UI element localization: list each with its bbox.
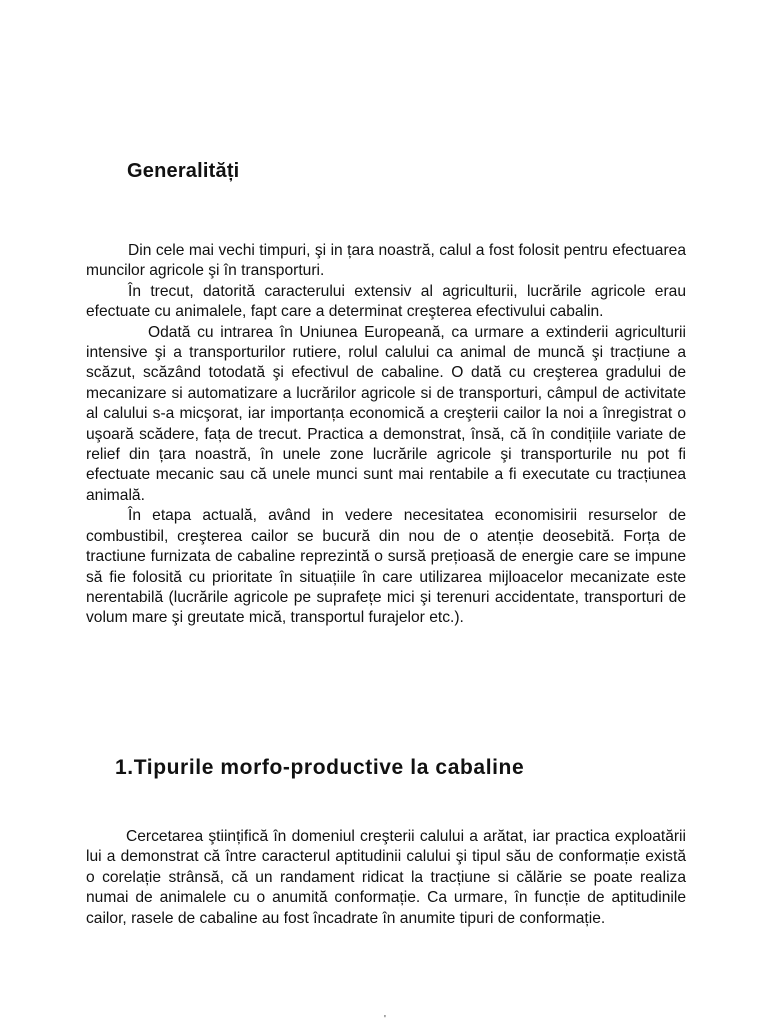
- paragraph: În etapa actuală, având in vedere necesitatea economisirii resurselor de combustibil, creşterea cailor se bucură din nou de o atenție deosebită. Forța de tractiune furnizata de cabaline reprezintă o sursă prețioasă de energie care se impune să fie folosită cu prioritate în situațiile în care utilizarea mijloacelor mecanizate este nerentabilă (lucrările agricole pe suprafețe mici şi terenuri accidentate, transporturi de volum mare şi greutate mică, transportul furajelor etc.).: [86, 507, 686, 627]
- paragraph: Din cele mai vechi timpuri, şi in țara noastră, calul a fost folosit pentru efectuarea muncilor agricole şi în transporturi.: [86, 242, 686, 280]
- paragraph: În trecut, datorită caracterului extensiv al agriculturii, lucrările agricole erau efectuate cu animalele, fapt care a determinat creşterea efectivului cabalin.: [86, 282, 686, 321]
- intro-section: [86, 241, 686, 629]
- section-1-body: [86, 827, 686, 929]
- paragraph: Cercetarea ştiințifică în domeniul creşterii calului a arătat, iar practica exploatării lui a demonstrat că între caracterul aptitudinii calului şi tipul său de conformație există o corelație strânsă, că un randament ridicat la tracțiune si călărie se poate realiza numai de animalele cu o anumită conformație. Ca urmare, în funcție de aptitudinile cailor, rasele de cabaline au fost încadrate în anumite tipuri de conformație.: [86, 828, 686, 927]
- heading-section-1: 1.Tipurile morfo-productive la cabaline: [115, 756, 525, 779]
- page-mark: ': [384, 1014, 386, 1025]
- paragraph: Odată cu intrarea în Uniunea Europeană, ca urmare a extinderii agriculturii intensive şi a transporturilor rutiere, rolul calului ca animal de muncă şi tracțiune a scăzut, scăzând totodată şi efectivul de cabaline. O dată cu creşterea gradului de mecanizare si automatizare a lucrărilor agricole si de transporturi, câmpul de activitate al calului s-a micşorat, iar importanța economică a creşterii cailor la noi a înregistrat o uşoară scădere, fața de trecut. Practica a demonstrat, însă, că în condițiile variate de relief din țara noastră, în unele zone lucrările agricole şi transporturile nu pot fi efectuate mecanic sau că unele munci sunt mai rentabile a fi executate cu tracțiunea animală.: [86, 323, 686, 504]
- heading-generalitati: Generalități: [127, 160, 240, 182]
